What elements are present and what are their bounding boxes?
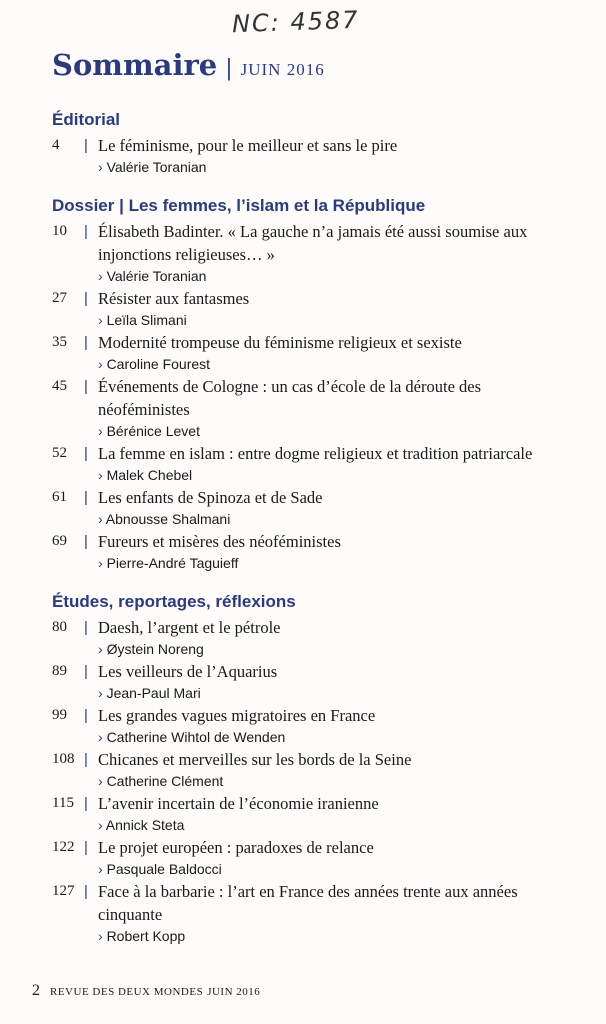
entry-divider: | xyxy=(84,751,88,768)
handwritten-note: NC: 4587 xyxy=(231,5,360,39)
section-title: Éditorial xyxy=(52,110,121,129)
entry-author: › Malek Chebel xyxy=(98,465,572,486)
entry-divider: | xyxy=(84,290,88,307)
footer-date: JUIN 2016 xyxy=(207,986,261,998)
entry-divider: | xyxy=(84,883,88,900)
entry-title: Le féminisme, pour le meilleur et sans le pire xyxy=(98,136,398,155)
entry-author: › Valérie Toranian xyxy=(98,266,572,287)
entry-author: › Catherine Wihtol de Wenden xyxy=(98,727,572,748)
entry-body xyxy=(98,748,572,792)
entry-divider: | xyxy=(84,663,88,680)
entry-divider: | xyxy=(84,795,88,812)
entry-body xyxy=(98,287,572,331)
section-title: Études, reportages, réflexions xyxy=(52,592,296,611)
entry-divider: | xyxy=(84,619,88,636)
entry-author: › Caroline Fourest xyxy=(98,354,572,375)
entry-page-number: 69 xyxy=(52,533,67,549)
toc-entry[interactable] xyxy=(52,530,572,574)
entry-body xyxy=(98,836,572,880)
entry-author: › Øystein Noreng xyxy=(98,639,572,660)
toc-entry[interactable] xyxy=(52,880,572,947)
entry-divider: | xyxy=(84,533,88,550)
footer-page-number: 2 xyxy=(32,982,40,999)
entry-title: Le projet européen : paradoxes de relance xyxy=(98,838,374,857)
entry-title: La femme en islam : entre dogme religieux et tradition patriarcale xyxy=(98,444,533,463)
entry-author: › Valérie Toranian xyxy=(98,157,572,178)
footer-publication: REVUE DES DEUX MONDES xyxy=(50,986,204,998)
entry-body xyxy=(98,880,572,947)
entry-author: › Catherine Clément xyxy=(98,771,572,792)
toc-entry[interactable] xyxy=(52,134,572,178)
entry-body xyxy=(98,616,572,660)
entry-page-number: 27 xyxy=(52,290,67,306)
entry-divider: | xyxy=(84,223,88,240)
entry-body xyxy=(98,220,572,287)
toc-section xyxy=(52,194,572,574)
entry-page-number: 61 xyxy=(52,489,67,505)
entry-page-number: 99 xyxy=(52,707,67,723)
entry-divider: | xyxy=(84,489,88,506)
entry-author: › Leïla Slimani xyxy=(98,310,572,331)
entry-title: Modernité trompeuse du féminisme religieux et sexiste xyxy=(98,333,462,352)
title-separator: | xyxy=(225,56,233,81)
table-of-contents xyxy=(52,108,572,963)
entry-page-number: 108 xyxy=(52,751,75,767)
entry-page-number: 127 xyxy=(52,883,75,899)
toc-entry[interactable] xyxy=(52,616,572,660)
entry-divider: | xyxy=(84,839,88,856)
entry-page-number: 80 xyxy=(52,619,67,635)
entry-body xyxy=(98,530,572,574)
entry-page-number: 52 xyxy=(52,445,67,461)
entry-author: › Abnousse Shalmani xyxy=(98,509,572,530)
entry-divider: | xyxy=(84,137,88,154)
page-header xyxy=(52,48,325,82)
entry-page-number: 10 xyxy=(52,223,67,239)
entry-title: Les grandes vagues migratoires en France xyxy=(98,706,376,725)
entry-divider: | xyxy=(84,334,88,351)
entry-title: Fureurs et misères des néoféministes xyxy=(98,532,341,551)
entry-page-number: 4 xyxy=(52,137,60,153)
entry-author: › Bérénice Levet xyxy=(98,421,572,442)
page-footer xyxy=(32,982,260,1000)
entry-title: L’avenir incertain de l’économie iranienne xyxy=(98,794,379,813)
entry-body xyxy=(98,442,572,486)
entry-body xyxy=(98,660,572,704)
toc-entry[interactable] xyxy=(52,792,572,836)
entry-divider: | xyxy=(84,707,88,724)
toc-entry[interactable] xyxy=(52,331,572,375)
entry-title: Événements de Cologne : un cas d’école de la déroute des néoféministes xyxy=(98,377,482,419)
toc-entry[interactable] xyxy=(52,375,572,442)
entry-title: Les enfants de Spinoza et de Sade xyxy=(98,488,323,507)
page-title: Sommaire xyxy=(52,48,218,82)
entry-author: › Pasquale Baldocci xyxy=(98,859,572,880)
entry-page-number: 115 xyxy=(52,795,74,811)
entry-body xyxy=(98,134,572,178)
entry-body xyxy=(98,486,572,530)
toc-section xyxy=(52,590,572,947)
entry-title: Les veilleurs de l’Aquarius xyxy=(98,662,278,681)
entry-title: Face à la barbarie : l’art en France des années trente aux années cinquante xyxy=(98,882,518,924)
toc-entry[interactable] xyxy=(52,220,572,287)
entry-title: Daesh, l’argent et le pétrole xyxy=(98,618,281,637)
toc-entry[interactable] xyxy=(52,486,572,530)
entry-author: › Annick Steta xyxy=(98,815,572,836)
entry-body xyxy=(98,331,572,375)
toc-entry[interactable] xyxy=(52,704,572,748)
entry-body xyxy=(98,792,572,836)
entry-divider: | xyxy=(84,445,88,462)
issue-date: JUIN 2016 xyxy=(240,60,325,79)
entry-title: Chicanes et merveilles sur les bords de la Seine xyxy=(98,750,412,769)
entry-title: Résister aux fantasmes xyxy=(98,289,250,308)
entry-page-number: 89 xyxy=(52,663,67,679)
entry-author: › Robert Kopp xyxy=(98,926,572,947)
section-title: Dossier | Les femmes, l’islam et la République xyxy=(52,196,426,215)
entry-body xyxy=(98,375,572,442)
toc-entry[interactable] xyxy=(52,442,572,486)
toc-entry[interactable] xyxy=(52,748,572,792)
toc-entry[interactable] xyxy=(52,287,572,331)
entry-body xyxy=(98,704,572,748)
entry-title: Élisabeth Badinter. « La gauche n’a jamais été aussi soumise aux injonctions religieuses… » xyxy=(98,222,528,264)
entry-author: › Pierre-André Taguieff xyxy=(98,553,572,574)
entry-page-number: 122 xyxy=(52,839,75,855)
entry-author: › Jean-Paul Mari xyxy=(98,683,572,704)
entry-page-number: 45 xyxy=(52,378,67,394)
toc-section xyxy=(52,108,572,178)
entry-divider: | xyxy=(84,378,88,395)
entry-page-number: 35 xyxy=(52,334,67,350)
toc-entry[interactable] xyxy=(52,836,572,880)
toc-entry[interactable] xyxy=(52,660,572,704)
